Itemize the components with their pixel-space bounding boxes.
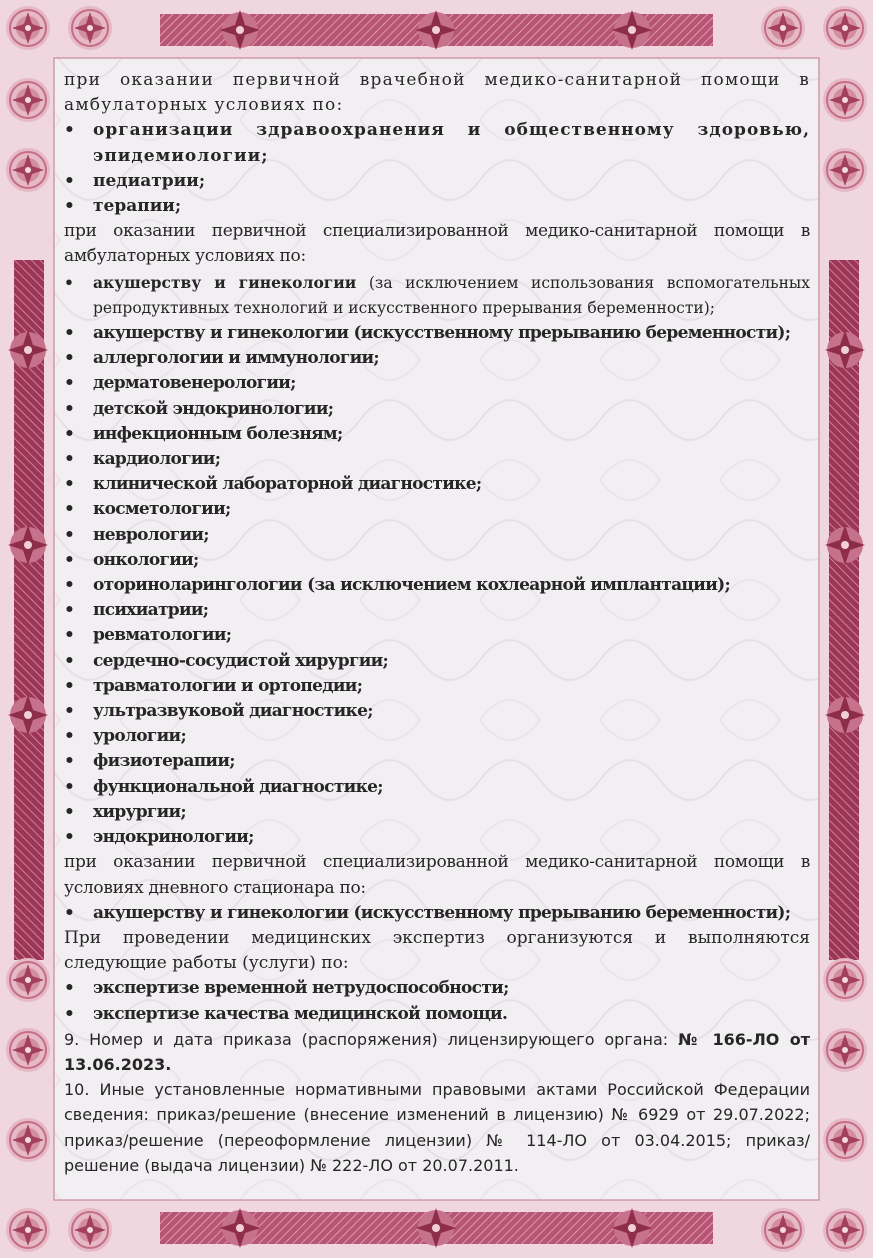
list-item: • эндокринологии; — [64, 827, 254, 848]
section2-list — [64, 270, 810, 851]
list-item: • неврологии; — [64, 524, 209, 545]
list-item: • психиатрии; — [64, 600, 209, 621]
list-item: • детской эндокринологии; — [64, 398, 334, 419]
section1-list — [64, 118, 810, 219]
list-item: • сердечно-сосудистой хирургии; — [64, 650, 389, 671]
list-item: • косметологии; — [64, 499, 231, 520]
list-item: • дерматовенерологии; — [64, 373, 296, 394]
section2-intro: при оказании первичной специализированной медико-санитарной помощи в амбулаторных условиях по: — [64, 221, 810, 267]
list-item: • функциональной диагностике; — [64, 776, 383, 797]
other-info-paragraph: 10. Иные установленные нормативными правовыми актами Российской Федерации сведения: приказ/решение (внесение изменений в лицензию) № 6929 от 29.07.2022; приказ/решение (переоформление лицензии) № 114-ЛО от 03.04.2015; приказ/решение (выдача лицензии) № 222-ЛО от 20.07.2011. — [64, 1080, 810, 1175]
license-appendix-text — [64, 68, 810, 1178]
list-item: • хирургии; — [64, 801, 187, 822]
list-item: • акушерству и гинекологии (искусственному прерыванию беременности); — [64, 902, 791, 923]
section1-intro: при оказании первичной врачебной медико-санитарной помощи в амбулаторных условиях по: — [64, 70, 810, 116]
bullet: • — [64, 120, 76, 141]
list-item: • инфекционным болезням; — [64, 423, 343, 444]
order-number: № 166-ЛО от 13.06.2023. — [64, 1029, 810, 1074]
section3-list — [64, 901, 810, 926]
list-item: • клинической лабораторной диагностике; — [64, 474, 482, 495]
list-item: • урологии; — [64, 726, 187, 747]
list-item: • экспертизе временной нетрудоспособности; — [64, 978, 509, 999]
list-item: • ревматологии; — [64, 625, 232, 646]
list-item: • ультразвуковой диагностике; — [64, 701, 373, 722]
section4-intro: При проведении медицинских экспертиз организуются и выполняются следующие работы (услуги) по: — [64, 927, 810, 974]
list-item: • оториноларингологии (за исключением кохлеарной имплантации); — [64, 575, 731, 596]
list-item: • кардиологии; — [64, 449, 221, 470]
list-item: • онкологии; — [64, 549, 199, 570]
list-item: • травматологии и ортопедии; — [64, 675, 363, 696]
list-item: • педиатрии; — [64, 170, 206, 191]
order-number-paragraph: 9. Номер и дата приказа (распоряжения) лицензирующего органа: № 166-ЛО от 13.06.2023. — [64, 1029, 810, 1074]
section4-list — [64, 976, 810, 1026]
list-item: • экспертизе качества медицинской помощи. — [64, 1003, 508, 1024]
section3-intro: при оказании первичной специализированной медико-санитарной помощи в условиях дневного стационара по: — [64, 852, 810, 898]
list-item: • аллергологии и иммунологии; — [64, 348, 379, 369]
list-item: • терапии; — [64, 196, 182, 217]
list-item: • физиотерапии; — [64, 751, 235, 772]
list-item: • акушерству и гинекологии (за исключением использования вспомогательных репродуктивных технологий и искусственного прерывания беременности); — [64, 272, 810, 317]
list-item: • организации здравоохранения и общественному здоровью, эпидемиологии; — [64, 120, 810, 166]
list-item: • акушерству и гинекологии (искусственному прерыванию беременности); — [64, 323, 791, 344]
